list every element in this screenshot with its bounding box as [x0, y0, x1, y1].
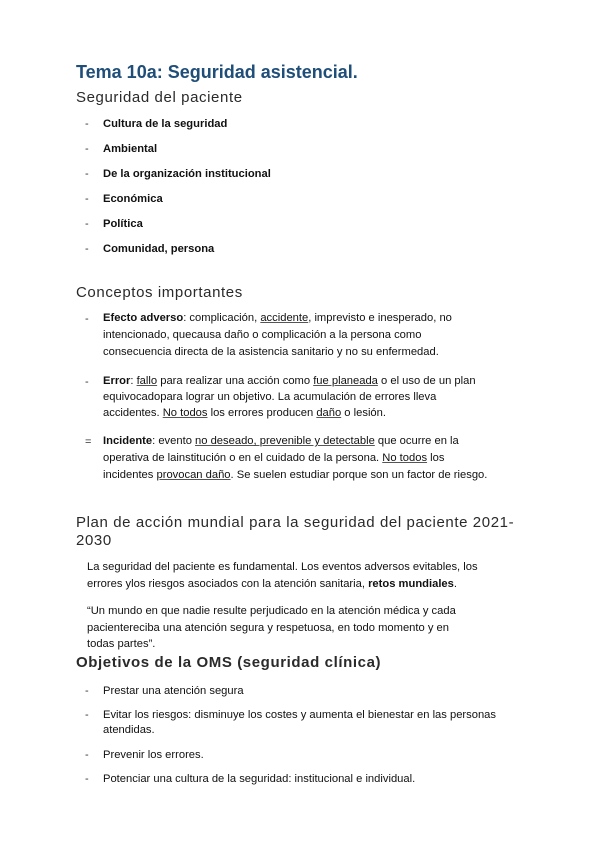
bullet-dash: - — [85, 313, 89, 325]
text-run: o el uso de un plan — [377, 375, 476, 387]
bold-text: retos mundiales — [368, 578, 454, 590]
concept-efecto-adverso-line3: consecuencia directa de la asistencia sanitario y no su enfermedad. — [103, 346, 439, 358]
bullet-equals: = — [85, 436, 92, 448]
list-item: Prevenir los errores. — [103, 749, 204, 761]
section-heading-plan-accion-line2: 2030 — [76, 532, 112, 549]
term-incidente: Incidente — [103, 435, 153, 447]
term-error: Error — [103, 375, 131, 387]
bullet-dash: - — [85, 376, 89, 388]
underlined-text: fallo — [136, 375, 158, 387]
underlined-text: No todos — [382, 452, 428, 464]
underlined-text: No todos — [162, 407, 208, 419]
text-run: errores ylos riesgos asociados con la atención sanitaria, — [87, 578, 369, 590]
list-item: Prestar una atención segura — [103, 685, 244, 697]
text-run: , imprevisto e inesperado, no — [308, 312, 452, 324]
bullet-dash: - — [85, 218, 89, 230]
text-run: para realizar una acción como — [157, 375, 314, 387]
concept-efecto-adverso-line2: intencionado, quecausa daño o complicación a la persona como — [103, 329, 422, 341]
bullet-dash: - — [85, 118, 89, 130]
concept-incidente-line3 — [103, 467, 487, 483]
text-run: operativa de lainstitución o en el cuidado de la persona. — [103, 452, 383, 464]
quote-line: todas partes”. — [87, 638, 156, 650]
concept-incidente-line2 — [103, 450, 444, 466]
list-item-continuation: atendidas. — [103, 724, 155, 736]
list-item: Cultura de la seguridad — [103, 118, 228, 130]
bullet-dash: - — [85, 143, 89, 155]
underlined-text: provocan daño — [156, 469, 231, 481]
text-run: : complicación, — [183, 312, 261, 324]
bullet-dash: - — [85, 709, 89, 721]
underlined-text: fue planeada — [313, 375, 378, 387]
text-run: que ocurre en la — [374, 435, 459, 447]
text-run: accidentes. — [103, 407, 163, 419]
bullet-dash: - — [85, 193, 89, 205]
text-run: los — [427, 452, 445, 464]
list-item: Potenciar una cultura de la seguridad: institucional e individual. — [103, 773, 416, 785]
text-run: . — [453, 578, 457, 590]
concept-error-line1 — [103, 373, 476, 389]
quote-line: pacientereciba una atención segura y respetuosa, en todo momento y en — [87, 622, 449, 634]
paragraph-line — [87, 576, 457, 592]
term-efecto-adverso: Efecto adverso — [103, 312, 184, 324]
text-run: : evento — [152, 435, 196, 447]
bullet-dash: - — [85, 773, 89, 785]
paragraph-line: La seguridad del paciente es fundamental. Los eventos adversos evitables, los — [87, 561, 478, 573]
text-run: : — [130, 375, 137, 387]
text-run: incidentes — [103, 469, 157, 481]
list-item: Comunidad, persona — [103, 243, 215, 255]
underlined-text: daño — [316, 407, 342, 419]
concept-error-line3 — [103, 405, 386, 421]
bullet-dash: - — [85, 685, 89, 697]
section-heading-conceptos: Conceptos importantes — [76, 284, 243, 301]
text-run: o lesión. — [341, 407, 386, 419]
list-item: De la organización institucional — [103, 168, 271, 180]
section-heading-plan-accion: Plan de acción mundial para la seguridad del paciente 2021- — [76, 514, 515, 531]
underlined-text: no deseado, prevenible y detectable — [195, 435, 375, 447]
text-run: los errores producen — [207, 407, 317, 419]
document-title: Tema 10a: Seguridad asistencial. — [76, 62, 358, 82]
list-item: Ambiental — [103, 143, 158, 155]
list-item: Política — [103, 218, 143, 230]
text-run: . Se suelen estudiar porque son un factor de riesgo. — [230, 469, 488, 481]
list-item: Económica — [103, 193, 163, 205]
bullet-dash: - — [85, 749, 89, 761]
section-heading-seguridad-paciente: Seguridad del paciente — [76, 89, 243, 106]
quote-line: “Un mundo en que nadie resulte perjudicado en la atención médica y cada — [87, 605, 456, 617]
bullet-dash: - — [85, 243, 89, 255]
concept-incidente-line1 — [103, 433, 459, 449]
list-item: Evitar los riesgos: disminuye los costes y aumenta el bienestar en las personas — [103, 709, 496, 721]
bullet-dash: - — [85, 168, 89, 180]
section-heading-objetivos-oms: Objetivos de la OMS (seguridad clínica) — [76, 654, 382, 671]
concept-error-line2: equivocadopara lograr un objetivo. La acumulación de errores lleva — [103, 391, 437, 403]
concept-efecto-adverso-line1 — [103, 310, 452, 326]
underlined-text: accidente — [260, 312, 309, 324]
